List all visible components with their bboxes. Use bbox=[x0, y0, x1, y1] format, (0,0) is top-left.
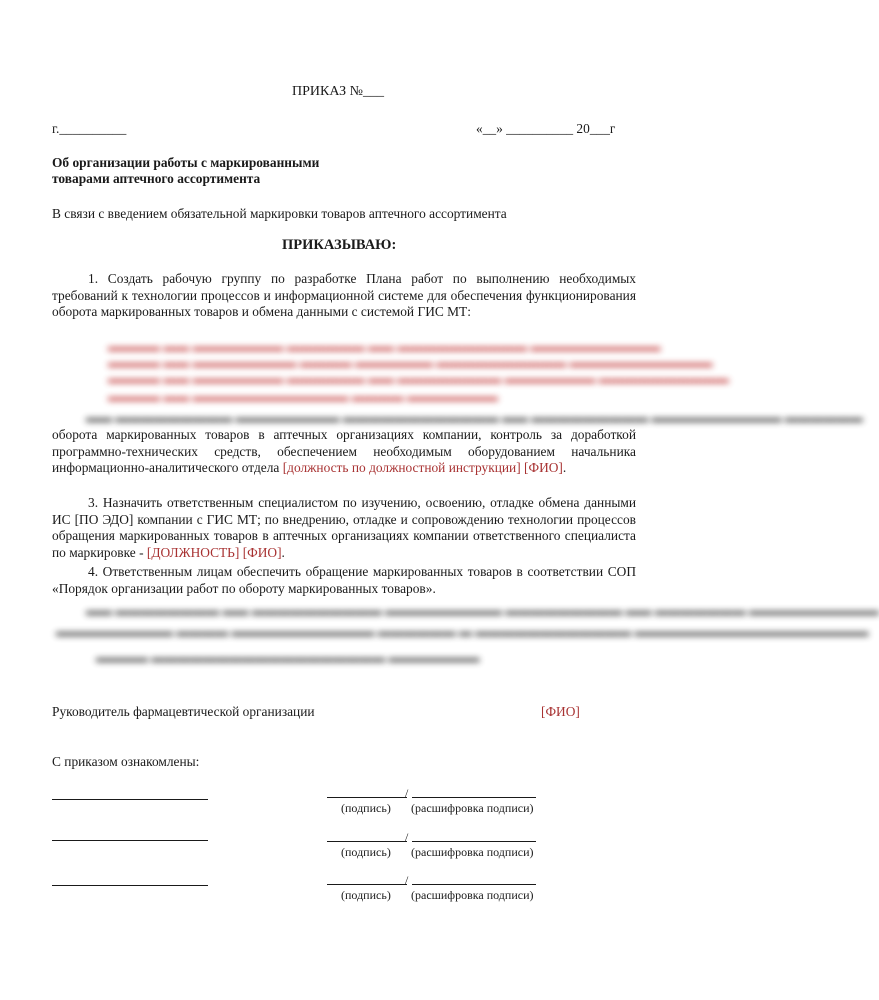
decode-line bbox=[412, 884, 536, 885]
item-3-end: . bbox=[281, 544, 285, 560]
decode-line bbox=[412, 841, 536, 842]
order-item-3 bbox=[52, 495, 636, 561]
employee-line bbox=[52, 840, 208, 841]
item-2-name: [ФИО] bbox=[524, 460, 563, 475]
redacted-line: ▬▬▬▬ ▬▬ ▬▬▬▬▬▬▬▬▬▬▬▬ ▬▬▬▬ ▬▬▬▬▬▬▬ bbox=[108, 389, 498, 404]
order-word: ПРИКАЗЫВАЮ: bbox=[282, 237, 397, 253]
redacted-line: ▬▬▬▬ ▬▬ ▬▬▬▬▬▬▬▬ ▬▬▬▬ ▬▬▬▬▬▬ ▬▬▬▬▬▬▬▬▬▬ ▬▬▬▬▬▬▬▬▬▬▬ bbox=[108, 355, 713, 370]
city-field: г.__________ bbox=[52, 121, 127, 136]
order-title: ПРИКАЗ №___ bbox=[292, 84, 384, 99]
acknowledged-label: С приказом ознакомлены: bbox=[52, 754, 200, 769]
decode-hint: (расшифровка подписи) bbox=[411, 888, 534, 902]
decode-hint: (расшифровка подписи) bbox=[411, 801, 534, 815]
item-3-position: [ДОЛЖНОСТЬ] bbox=[146, 544, 240, 560]
order-item-4: 4. Ответственным лицам обеспечить обращение маркированных товаров в соответствии СОП «Порядок организации работ по обороту маркированных товаров». bbox=[52, 564, 636, 596]
item-3-text: 3. Назначить ответственным специалистом по изучению, освоению, отладке обмена данными ИС [ПО ЭДО] компании с ГИС МТ; по внедрению, отладке и сопровождению технологии процессов обращения маркированных товаров в аптечных организациях компании ответственного специалиста по маркировке - bbox=[52, 495, 636, 560]
preamble: В связи с введением обязательной маркировки товаров аптечного ассортимента bbox=[52, 206, 507, 221]
redacted-line: ▬▬ ▬▬▬▬▬▬▬▬▬ ▬▬▬▬▬▬▬▬ ▬▬▬▬▬▬▬▬▬▬▬▬ ▬▬ ▬▬▬▬▬▬▬▬▬ ▬▬▬▬▬▬▬▬▬▬ ▬▬▬▬▬▬ bbox=[86, 410, 863, 425]
redacted-line: ▬▬ ▬▬▬▬▬▬▬▬ ▬▬ ▬▬▬▬▬▬▬▬▬▬ ▬▬▬▬▬▬▬▬▬ ▬▬▬▬▬▬▬▬▬ ▬▬ ▬▬▬▬▬▬▬ ▬▬▬▬▬▬▬▬▬▬ bbox=[86, 603, 879, 618]
employee-line bbox=[52, 885, 208, 886]
date-field: «__» __________ 20___г bbox=[476, 121, 616, 136]
head-label: Руководитель фармацевтической организации bbox=[52, 704, 315, 719]
subject-line-2: товарами аптечного ассортимента bbox=[52, 171, 261, 186]
redacted-line: ▬▬▬▬ ▬▬ ▬▬▬▬▬▬▬ ▬▬▬▬▬▬ ▬▬ ▬▬▬▬▬▬▬▬▬▬ ▬▬▬▬▬▬▬▬▬▬ bbox=[108, 339, 661, 354]
slash: / bbox=[405, 830, 409, 844]
slash: / bbox=[405, 873, 409, 887]
signature-hint: (подпись) bbox=[341, 888, 391, 902]
signature-line bbox=[327, 841, 407, 842]
signature-line bbox=[327, 797, 407, 798]
item-2-text: оборота маркированных товаров в аптечных организациях компании, контроль за доработкой программно-технических средств, обеспечением необходимым оборудованием начальника информационно-аналитического отдела bbox=[52, 427, 636, 475]
signature-hint: (подпись) bbox=[341, 845, 391, 859]
order-item-2 bbox=[52, 427, 636, 477]
redacted-line: ▬▬▬▬ ▬▬▬▬▬▬▬▬▬▬▬▬▬▬▬▬▬▬ ▬▬▬▬▬▬▬ bbox=[96, 650, 480, 665]
decode-hint: (расшифровка подписи) bbox=[411, 845, 534, 859]
signature-hint: (подпись) bbox=[341, 801, 391, 815]
slash: / bbox=[405, 786, 409, 800]
item-2-end: . bbox=[562, 460, 567, 475]
item-2-position: [должность по должностной инструкции] bbox=[282, 460, 521, 475]
signature-line bbox=[327, 884, 407, 885]
item-3-name: [ФИО] bbox=[242, 544, 282, 560]
redacted-line: ▬▬▬▬ ▬▬ ▬▬▬▬▬▬▬ ▬▬▬▬▬▬ ▬▬ ▬▬▬▬▬▬▬▬ ▬▬▬▬▬▬▬ ▬▬▬▬▬▬▬▬▬▬ bbox=[108, 371, 729, 386]
redacted-line: ▬▬▬▬▬▬▬▬▬ ▬▬▬▬ ▬▬▬▬▬▬▬▬▬▬▬ ▬▬▬▬▬▬ ▬ ▬▬▬▬▬▬▬▬▬▬▬▬ ▬▬▬▬▬▬▬▬▬▬▬▬▬▬▬▬▬▬ bbox=[56, 624, 869, 639]
subject-line-1: Об организации работы с маркированными bbox=[52, 155, 320, 170]
head-name: [ФИО] bbox=[541, 704, 580, 719]
decode-line bbox=[412, 797, 536, 798]
employee-line bbox=[52, 799, 208, 800]
order-item-1: 1. Создать рабочую группу по разработке Плана работ по выполнению необходимых требований к технологии процессов и информационной системе для обеспечения функционирования оборота маркированных товаров и обмена данными с системой ГИС МТ: bbox=[52, 271, 636, 319]
